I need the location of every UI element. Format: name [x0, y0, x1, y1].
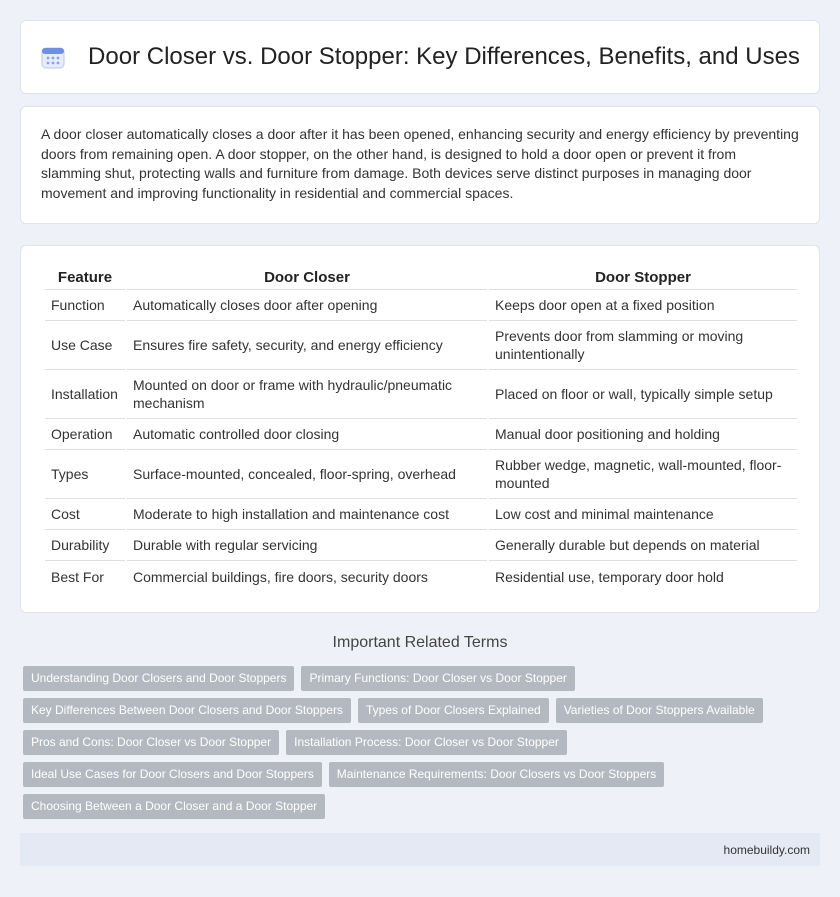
- feature-cell: Best For: [51, 568, 104, 585]
- footer-site-link[interactable]: homebuildy.com: [723, 842, 810, 857]
- table-row: [45, 321, 797, 370]
- table-row: [45, 499, 797, 530]
- related-term-tag[interactable]: Choosing Between a Door Closer and a Door Stopper: [23, 794, 325, 819]
- feature-cell: Operation: [45, 419, 125, 450]
- table-header-row: [45, 266, 797, 290]
- comparison-table-card: [20, 245, 820, 613]
- closer-cell: Commercial buildings, fire doors, security doors: [133, 568, 428, 585]
- page-title: [40, 43, 800, 71]
- comparison-table: [43, 266, 799, 592]
- header-feature: Feature: [45, 266, 125, 290]
- feature-cell: Types: [45, 450, 125, 499]
- feature-cell: Use Case: [45, 321, 125, 370]
- feature-cell: Function: [45, 290, 125, 321]
- table-row: [45, 290, 797, 321]
- closer-cell: Moderate to high installation and maintenance cost: [127, 499, 487, 530]
- related-terms-list: [23, 666, 803, 826]
- closer-cell: Mounted on door or frame with hydraulic/pneumatic mechanism: [127, 370, 487, 419]
- closer-cell: Automatic controlled door closing: [127, 419, 487, 450]
- stopper-cell: Manual door positioning and holding: [489, 419, 797, 450]
- closer-cell: Surface-mounted, concealed, floor-spring, overhead: [127, 450, 487, 499]
- related-term-tag[interactable]: Primary Functions: Door Closer vs Door Stopper: [301, 666, 574, 691]
- closer-cell: Ensures fire safety, security, and energy efficiency: [127, 321, 487, 370]
- feature-cell: Cost: [45, 499, 125, 530]
- table-row: [45, 561, 797, 592]
- title-card: [20, 20, 820, 94]
- feature-cell: Installation: [45, 370, 125, 419]
- header-door-closer: Door Closer: [127, 266, 487, 290]
- related-term-tag[interactable]: Understanding Door Closers and Door Stoppers: [23, 666, 294, 691]
- related-term-tag[interactable]: Maintenance Requirements: Door Closers vs Door Stoppers: [329, 762, 664, 787]
- intro-paragraph: A door closer automatically closes a door after it has been opened, enhancing security and energy efficiency by preventing doors from remaining open. A door stopper, on the other hand, is designed to hold a door open or prevent it from slamming shut, protecting walls and furniture from damage. Both devices serve distinct purposes in managing door movement and improving functionality in residential and commercial spaces.: [41, 126, 799, 201]
- stopper-cell: Generally durable but depends on material: [489, 530, 797, 561]
- stopper-cell: Keeps door open at a fixed position: [489, 290, 797, 321]
- table-row: [45, 370, 797, 419]
- footer: [20, 833, 820, 866]
- related-terms-title: Important Related Terms: [332, 634, 508, 651]
- stopper-cell: Residential use, temporary door hold: [495, 568, 724, 585]
- closer-cell: Automatically closes door after opening: [127, 290, 487, 321]
- calendar-icon: [40, 44, 66, 70]
- table-row: [45, 450, 797, 499]
- feature-cell: Durability: [45, 530, 125, 561]
- stopper-cell: Low cost and minimal maintenance: [489, 499, 797, 530]
- related-term-tag[interactable]: Pros and Cons: Door Closer vs Door Stopper: [23, 730, 279, 755]
- related-term-tag[interactable]: Varieties of Door Stoppers Available: [556, 698, 763, 723]
- related-term-tag[interactable]: Installation Process: Door Closer vs Door Stopper: [286, 730, 567, 755]
- closer-cell: Durable with regular servicing: [127, 530, 487, 561]
- page-title-text: Door Closer vs. Door Stopper: Key Differences, Benefits, and Uses: [88, 43, 800, 70]
- related-term-tag[interactable]: Types of Door Closers Explained: [358, 698, 549, 723]
- related-term-tag[interactable]: Key Differences Between Door Closers and Door Stoppers: [23, 698, 351, 723]
- table-row: [45, 530, 797, 561]
- header-door-stopper: Door Stopper: [489, 266, 797, 290]
- table-row: [45, 419, 797, 450]
- related-term-tag[interactable]: Ideal Use Cases for Door Closers and Door Stoppers: [23, 762, 322, 787]
- stopper-cell: Rubber wedge, magnetic, wall-mounted, floor-mounted: [489, 450, 797, 499]
- stopper-cell: Placed on floor or wall, typically simple setup: [489, 370, 797, 419]
- stopper-cell: Prevents door from slamming or moving unintentionally: [489, 321, 797, 370]
- intro-card: [20, 106, 820, 224]
